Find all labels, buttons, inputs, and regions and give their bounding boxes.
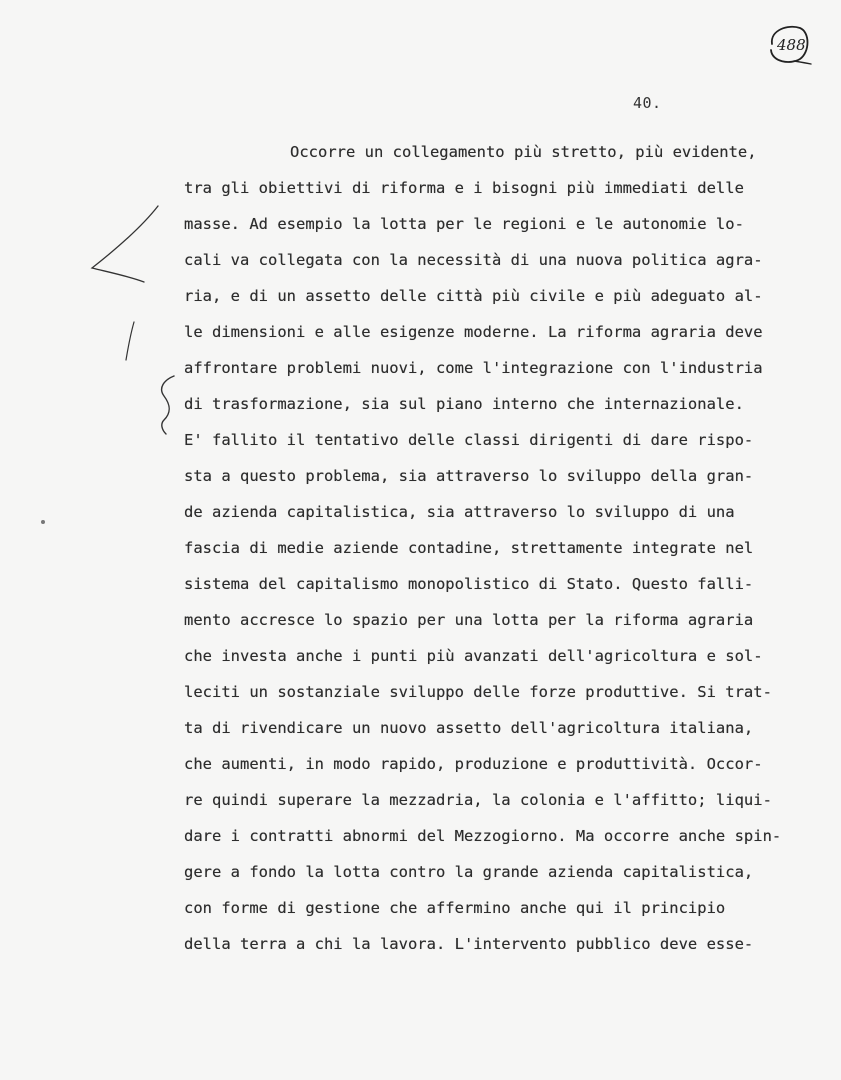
text-line: della terra a chi la lavora. L'intervento pubblico deve esse- [184,935,754,953]
text-line: re quindi superare la mezzadria, la colonia e l'affitto; liqui- [184,791,772,809]
text-line: tra gli obiettivi di riforma e i bisogni più immediati delle [184,179,744,197]
handwritten-margin-mark [84,200,184,440]
page-number: 40. [633,94,662,112]
text-line: Occorre un collegamento più stretto, più evidente, [290,143,757,161]
text-line: ria, e di un assetto delle città più civile e più adeguato al- [184,287,763,305]
circled-number-icon [764,22,812,66]
text-line: affrontare problemi nuovi, come l'integrazione con l'industria [184,359,763,377]
text-line: dare i contratti abnormi del Mezzogiorno. Ma occorre anche spin- [184,827,782,845]
text-line: sistema del capitalismo monopolistico di Stato. Questo falli- [184,575,754,593]
text-line: che aumenti, in modo rapido, produzione e produttività. Occor- [184,755,763,773]
text-line: mento accresce lo spazio per una lotta per la riforma agraria [184,611,754,629]
text-line: con forme di gestione che affermino anche qui il principio [184,899,726,917]
text-line: leciti un sostanziale sviluppo delle forze produttive. Si trat- [184,683,772,701]
archive-number: 488 [777,36,806,54]
text-line: fascia di medie aziende contadine, strettamente integrate nel [184,539,754,557]
archive-number-stamp [764,22,812,66]
text-line: masse. Ad esempio la lotta per le regioni e le autonomie lo- [184,215,744,233]
text-line: che investa anche i punti più avanzati dell'agricoltura e sol- [184,647,763,665]
text-line: E' fallito il tentativo delle classi dirigenti di dare rispo- [184,431,754,449]
text-line: cali va collegata con la necessità di una nuova politica agra- [184,251,763,269]
text-line: le dimensioni e alle esigenze moderne. La riforma agraria deve [184,323,763,341]
text-line: ta di rivendicare un nuovo assetto dell'agricoltura italiana, [184,719,754,737]
text-line: gere a fondo la lotta contro la grande azienda capitalistica, [184,863,754,881]
text-line: di trasformazione, sia sul piano interno che internazionale. [184,395,744,413]
paper-speck [41,520,45,524]
text-line: sta a questo problema, sia attraverso lo sviluppo della gran- [184,467,754,485]
text-line: de azienda capitalistica, sia attraverso lo sviluppo di una [184,503,735,521]
